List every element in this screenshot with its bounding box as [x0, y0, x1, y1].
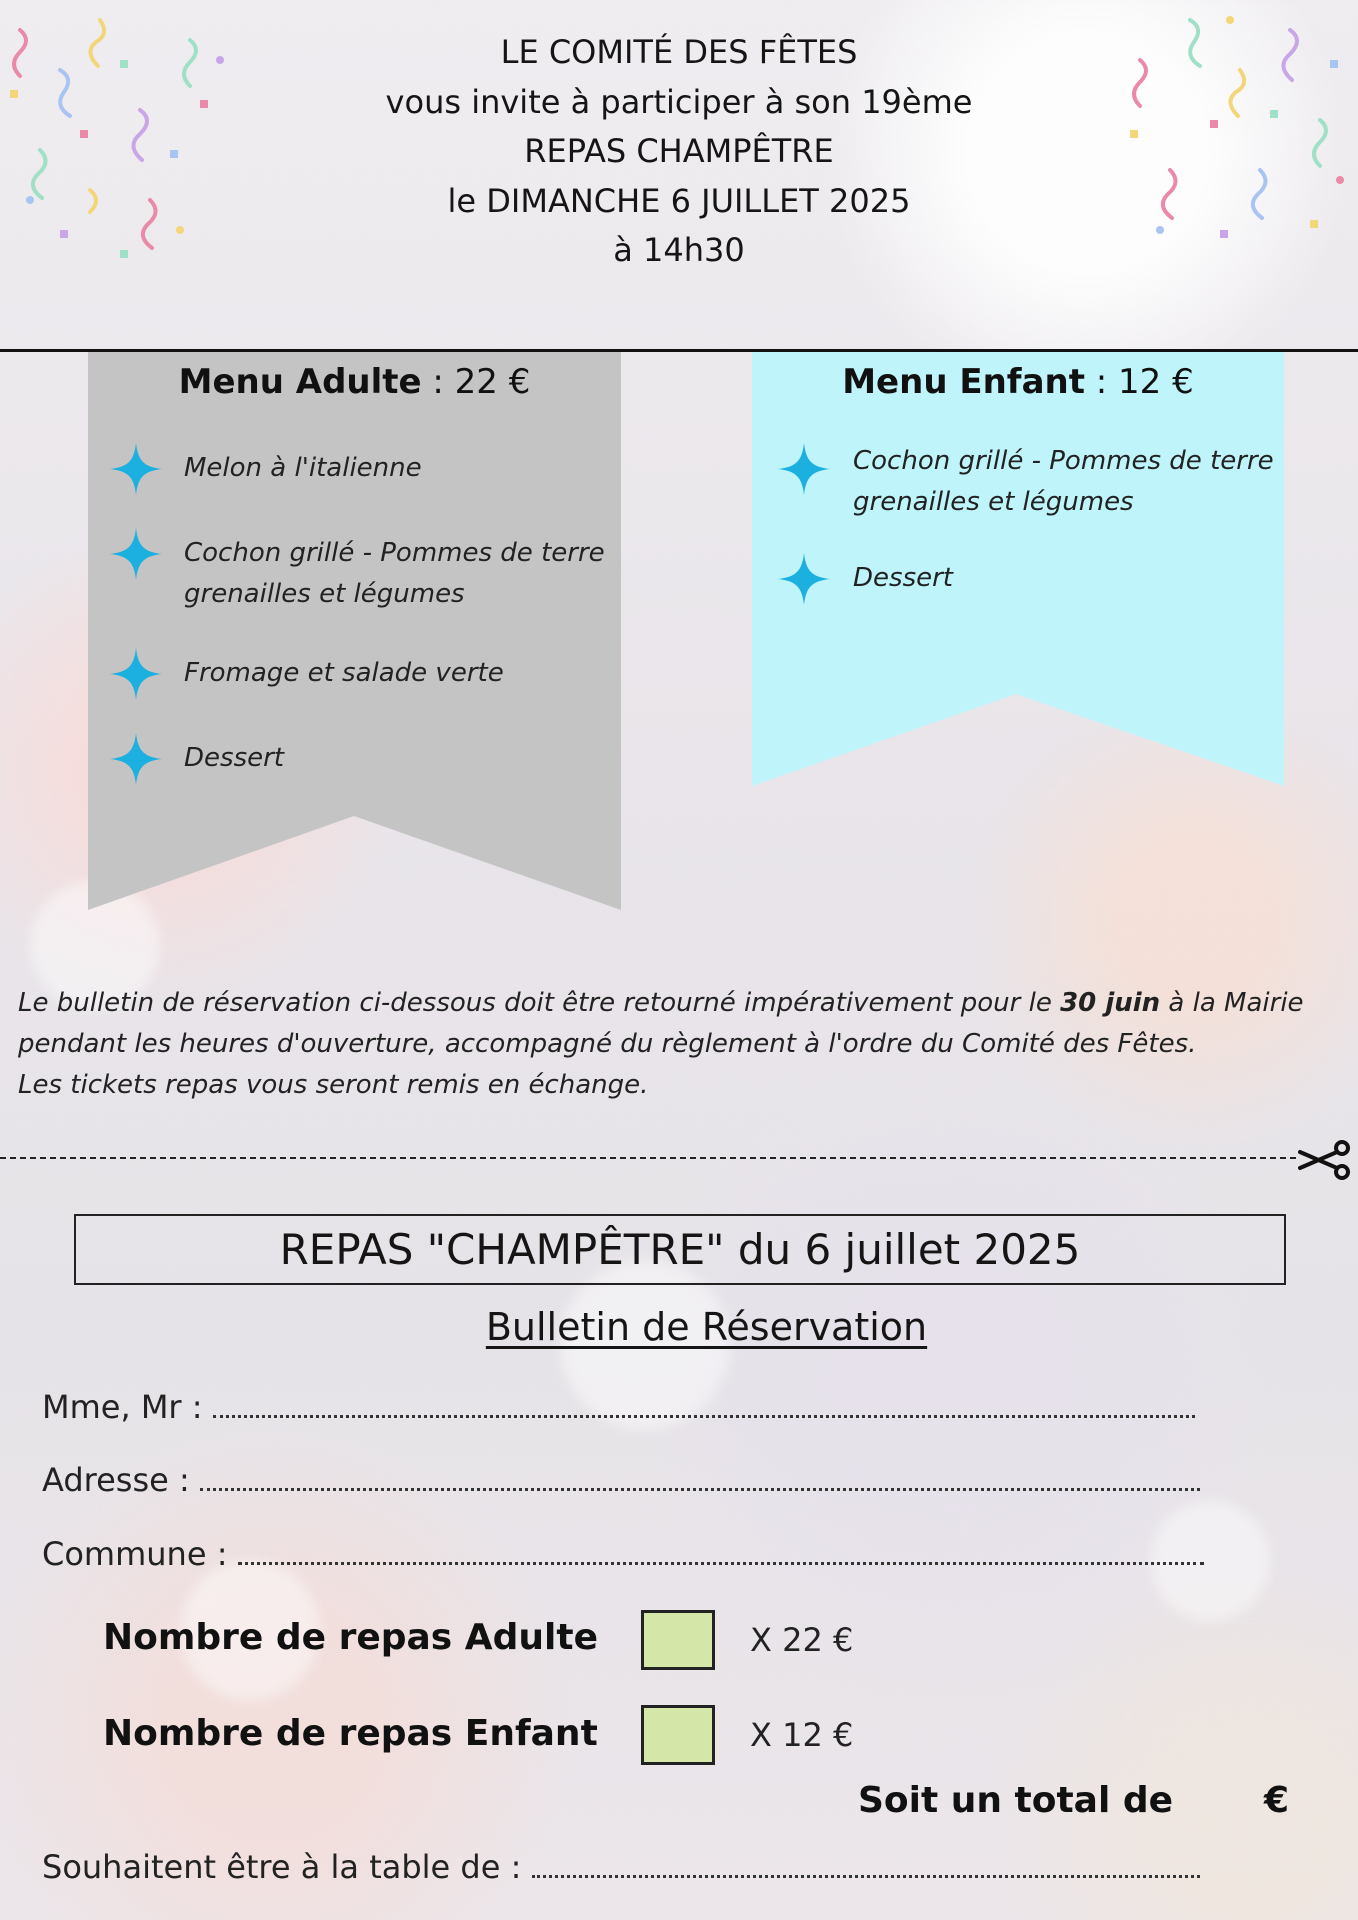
child-menu-name: Menu Enfant: [842, 362, 1085, 402]
star-bullet-icon: [110, 733, 162, 785]
address-dotted-line[interactable]: [200, 1468, 1200, 1491]
form-title: REPAS "CHAMPÊTRE" du 6 juillet 2025: [74, 1214, 1286, 1285]
table-field[interactable]: [42, 1848, 1200, 1886]
child-count-box[interactable]: [641, 1705, 715, 1765]
address-label: Adresse :: [42, 1461, 200, 1499]
star-bullet-icon: [110, 443, 162, 495]
header-line: REPAS CHAMPÊTRE: [524, 132, 834, 170]
table-label: Souhaitent être à la table de :: [42, 1848, 532, 1886]
adult-count-label: Nombre de repas Adulte: [103, 1617, 598, 1658]
adult-menu-item: Fromage et salade verte: [184, 658, 504, 688]
name-field[interactable]: [42, 1388, 1195, 1426]
child-menu-banner: [752, 352, 1284, 788]
header-line: LE COMITÉ DES FÊTES: [500, 33, 858, 71]
total-label: Soit un total de: [858, 1780, 1174, 1821]
star-bullet-icon: [778, 443, 830, 495]
table-dotted-line[interactable]: [532, 1855, 1200, 1878]
header-line: vous invite à participer à son 19ème: [385, 82, 973, 121]
total-currency: €: [1264, 1780, 1290, 1821]
adult-menu-banner: [88, 352, 621, 912]
address-field[interactable]: [42, 1461, 1200, 1499]
cut-line: [0, 1157, 1296, 1159]
reservation-notice: [18, 983, 1338, 1106]
notice-deadline: 30 juin: [1060, 988, 1161, 1018]
child-menu-item: Dessert: [853, 563, 953, 593]
name-dotted-line[interactable]: [213, 1395, 1195, 1418]
star-bullet-icon: [778, 553, 830, 605]
child-count-label: Nombre de repas Enfant: [103, 1713, 598, 1754]
form-subtitle: Bulletin de Réservation: [485, 1305, 928, 1349]
invitation-header: [0, 28, 1358, 276]
child-menu-item: Cochon grillé - Pommes de terre grenailles et légumes: [853, 446, 1274, 517]
town-field[interactable]: [42, 1535, 1204, 1573]
child-menu-title: [752, 362, 1284, 402]
notice-text: Les tickets repas vous seront remis en échange.: [18, 1070, 649, 1100]
adult-menu-item: Cochon grillé - Pommes de terre grenailles et légumes: [184, 538, 605, 609]
town-label: Commune :: [42, 1535, 238, 1573]
adult-menu-price: : 22 €: [421, 362, 531, 402]
adult-unit-price: X 22 €: [750, 1621, 854, 1659]
name-label: Mme, Mr :: [42, 1388, 213, 1426]
star-bullet-icon: [110, 528, 162, 580]
child-unit-price: X 12 €: [750, 1716, 854, 1754]
adult-menu-item: Melon à l'italienne: [184, 453, 422, 483]
child-menu-price: : 12 €: [1084, 362, 1194, 402]
notice-text: à la Mairie pendant les heures d'ouverture, accompagné du règlement à l'ordre du Comité des Fêtes.: [18, 988, 1304, 1059]
header-line: le DIMANCHE 6 JUILLET 2025: [447, 181, 911, 220]
scissors-icon: [1298, 1140, 1354, 1180]
adult-menu-title: [88, 362, 621, 402]
star-bullet-icon: [110, 648, 162, 700]
adult-menu-item: Dessert: [184, 743, 284, 773]
header-line: à 14h30: [613, 231, 745, 269]
adult-count-box[interactable]: [641, 1610, 715, 1670]
town-dotted-line[interactable]: [238, 1542, 1204, 1565]
notice-text: Le bulletin de réservation ci-dessous doit être retourné impérativement pour le: [18, 988, 1061, 1018]
adult-menu-name: Menu Adulte: [178, 362, 422, 402]
